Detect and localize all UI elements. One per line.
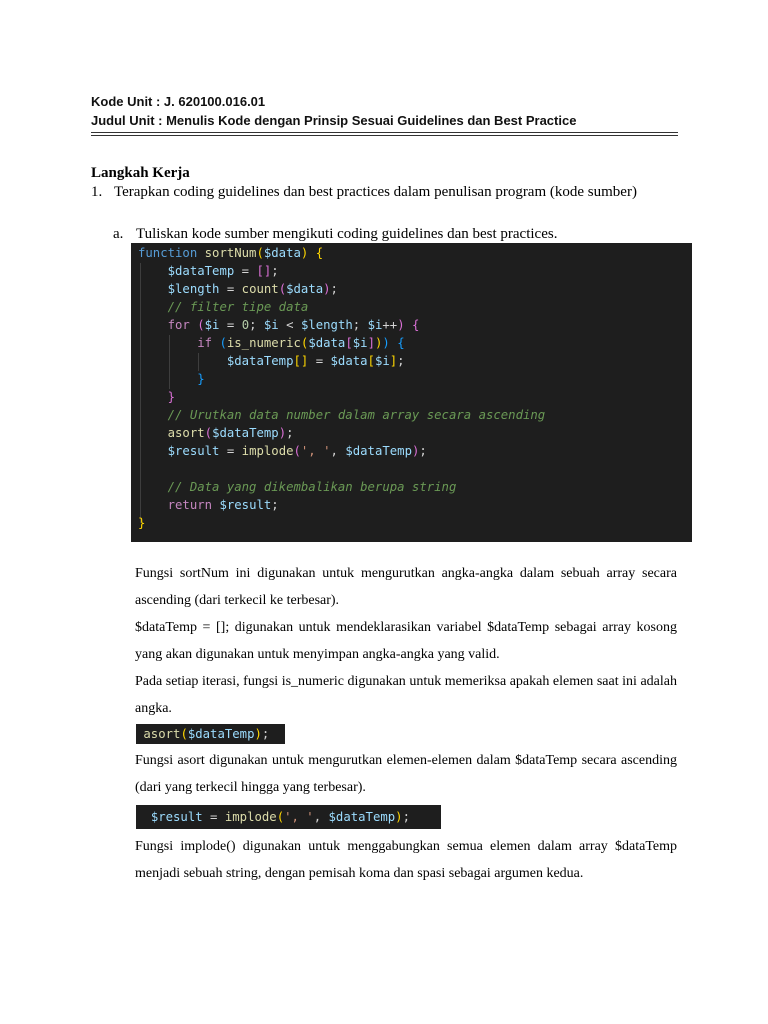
step-1-text: Terapkan coding guidelines dan best practices dalam penulisan program (kode sumber)	[114, 184, 637, 200]
paragraph-is-numeric: Pada setiap iterasi, fungsi is_numeric digunakan untuk memeriksa apakah elemen saat ini adalah angka.	[135, 674, 677, 716]
code-line: asort($dataTemp);	[167, 426, 294, 440]
code-line: // filter tipe data	[167, 300, 309, 314]
kode-unit: Kode Unit : J. 620100.016.01	[91, 94, 266, 109]
code-line: // Urutkan data number dalam array secara ascending	[167, 408, 546, 422]
code-line: function sortNum($data) {	[138, 246, 324, 260]
code-snippet-asort: asort($dataTemp);	[136, 724, 285, 744]
code-line: return $result;	[167, 498, 279, 512]
substep-a-text: Tuliskan kode sumber mengikuti coding guidelines dan best practices.	[136, 226, 558, 242]
judul-unit: Judul Unit : Menulis Kode dengan Prinsip Sesuai Guidelines dan Best Practice	[91, 113, 577, 128]
paragraph-implode: Fungsi implode() digunakan untuk menggabungkan semua elemen dalam array $dataTemp menjadi sebuah string, dengan pemisah koma dan spasi sebagai argumen kedua.	[135, 839, 677, 881]
paragraph-sortnum: Fungsi sortNum ini digunakan untuk mengurutkan angka-angka dalam sebuah array secara ascending (dari terkecil ke terbesar).	[135, 566, 677, 608]
code-line: }	[167, 390, 176, 404]
paragraph-asort: Fungsi asort digunakan untuk mengurutkan elemen-elemen dalam $dataTemp secara ascending (dari yang terkecil hingga yang terbesar).	[135, 753, 677, 795]
code-line: $result = implode(', ', $dataTemp);	[167, 444, 427, 458]
header-rule-top	[91, 132, 678, 133]
code-line: if (is_numeric($data[$i])) {	[197, 336, 405, 350]
substep-a-label: a.	[113, 226, 124, 242]
code-line: $dataTemp = [];	[167, 264, 279, 278]
header-rule-bottom	[91, 135, 678, 136]
paragraph-datatemp: $dataTemp = []; digunakan untuk mendeklarasikan variabel $dataTemp sebagai array kosong yang akan digunakan untuk menyimpan angka-angka yang valid.	[135, 620, 677, 662]
code-line: for ($i = 0; $i < $length; $i++) {	[167, 318, 420, 332]
code-line	[138, 460, 145, 478]
code-screenshot	[131, 243, 692, 542]
code-line: }	[197, 372, 205, 386]
code-snippet-implode: $result = implode(', ', $dataTemp);	[136, 805, 441, 829]
section-title: Langkah Kerja	[91, 165, 190, 181]
step-1-number: 1.	[91, 184, 103, 200]
code-line: // Data yang dikembalikan berupa string	[167, 480, 457, 494]
code-line: $dataTemp[] = $data[$i];	[226, 354, 405, 368]
code-line: }	[138, 516, 146, 530]
code-line: $length = count($data);	[167, 282, 338, 296]
